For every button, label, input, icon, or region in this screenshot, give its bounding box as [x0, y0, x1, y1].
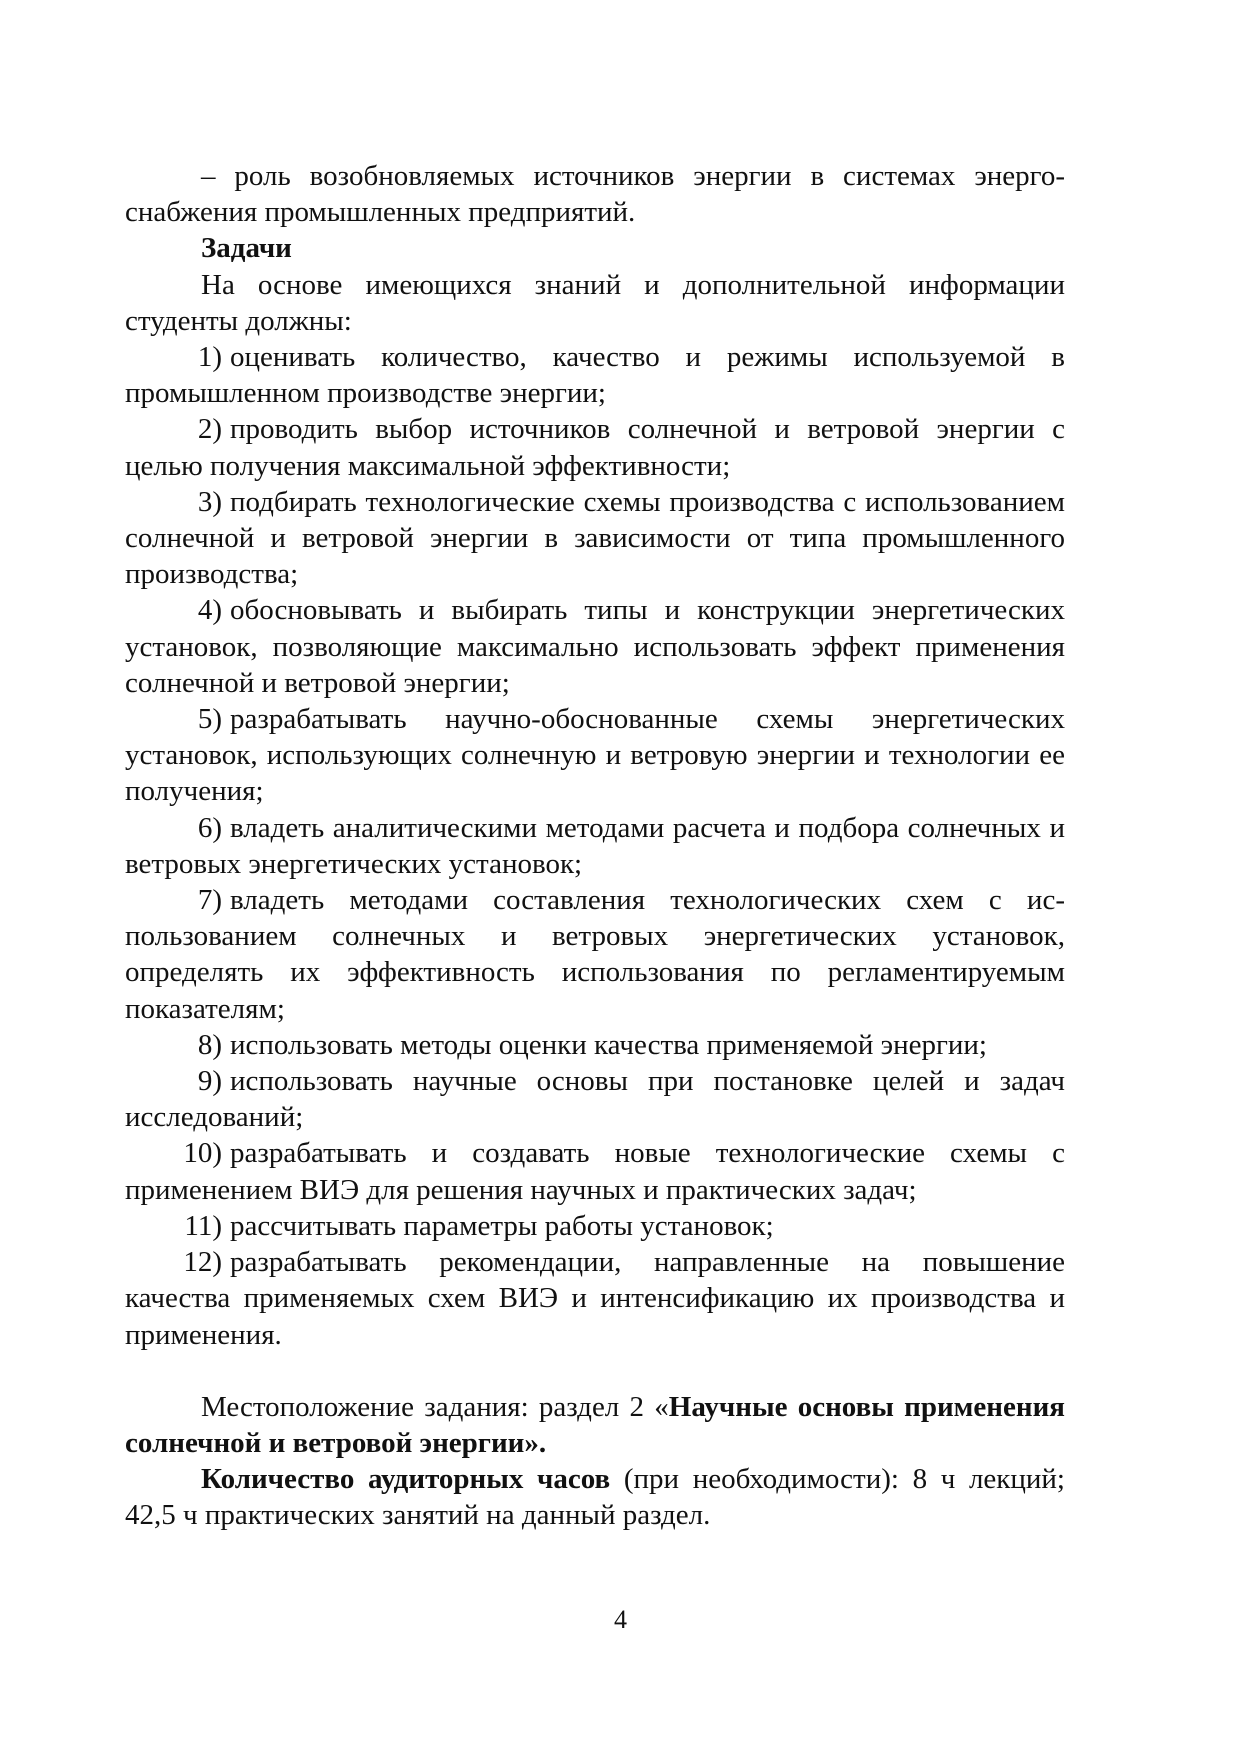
item-number: 1) — [197, 341, 222, 374]
item-text: разрабатывать научно-обоснованные схемы энергетических установок, использующих солнечную и ветровую энергии и технологии ее получения; — [125, 703, 1065, 808]
item-text: оценивать количество, качество и режимы используемой в промышленном производстве энергии; — [125, 341, 1065, 410]
item-number: 10) — [183, 1137, 222, 1170]
item-text: владеть аналитическими методами расчета и подбора солнечных и ветровых энергетических установок; — [125, 811, 1065, 880]
item-text: разрабатывать и создавать новые технологические схемы с применением ВИЭ для решения научных и практических задач; — [125, 1137, 1065, 1206]
item-number: 6) — [197, 811, 222, 844]
hours-paragraph — [125, 1461, 1065, 1533]
list-item — [125, 484, 1065, 593]
item-text: использовать научные основы при постановке целей и задач исследований; — [125, 1065, 1065, 1134]
item-number: 11) — [184, 1209, 222, 1242]
page-body — [125, 158, 1065, 1534]
hours-text: (при необходимости): 8 ч лекций; 42,5 ч практических занятий на данный раздел. — [125, 1463, 1065, 1532]
item-number: 4) — [197, 594, 222, 627]
item-text: разрабатывать рекомендации, направленные на повышение качества применяемых схем ВИЭ и интенсификацию их производства и применения. — [125, 1246, 1065, 1351]
list-item — [125, 1027, 1065, 1063]
list-item — [125, 882, 1065, 1027]
list-item — [125, 1208, 1065, 1244]
list-item — [125, 592, 1065, 701]
page-number: 4 — [614, 1605, 627, 1634]
list-item — [125, 1244, 1065, 1353]
item-text: использовать методы оценки качества применяемой энергии; — [230, 1028, 987, 1061]
location-prefix: Местоположение задания: раздел 2 « — [201, 1390, 669, 1423]
list-item — [125, 1063, 1065, 1135]
list-item — [125, 810, 1065, 882]
item-text: обосновывать и выбирать типы и конструкции энергетических установок, позволяющие максимально использовать эффект применения солнечной и ветровой энергии; — [125, 594, 1065, 699]
section-heading: Задачи — [201, 232, 292, 265]
item-text: проводить выбор источников солнечной и ветровой энергии с целью получения максимальной эффективности; — [125, 413, 1065, 482]
spacer — [125, 1353, 1065, 1389]
item-number: 12) — [183, 1246, 222, 1279]
item-number: 9) — [197, 1065, 222, 1098]
item-number: 3) — [197, 485, 222, 518]
location-section-title: Научные основы применения солнечной и ветровой энергии». — [125, 1390, 1065, 1459]
list-item — [125, 411, 1065, 483]
item-text: владеть методами составления технологических схем с использованием солнечных и ветровых энергетических установок, определять их эффективность использования по регламентируемым показателям; — [125, 884, 1065, 1025]
list-item — [125, 1135, 1065, 1207]
item-number: 8) — [197, 1028, 222, 1061]
item-number: 5) — [197, 703, 222, 736]
item-number: 2) — [197, 413, 222, 446]
item-number: 7) — [197, 884, 222, 917]
tasks-list — [125, 339, 1065, 1353]
hours-label: Количество аудиторных часов — [201, 1463, 611, 1496]
lead-paragraph: На основе имеющихся знаний и дополнительной информации студенты должны: — [125, 268, 1065, 337]
location-paragraph — [125, 1389, 1065, 1461]
intro-paragraph: – роль возобновляемых источников энергии в системах энергоснабжения промышленных предприятий. — [125, 160, 1065, 229]
item-text: рассчитывать параметры работы установок; — [230, 1209, 774, 1242]
list-item — [125, 339, 1065, 411]
list-item — [125, 701, 1065, 810]
item-text: подбирать технологические схемы производства с использованием солнечной и ветровой энергии в зависимости от типа промышленного производства; — [125, 485, 1065, 591]
